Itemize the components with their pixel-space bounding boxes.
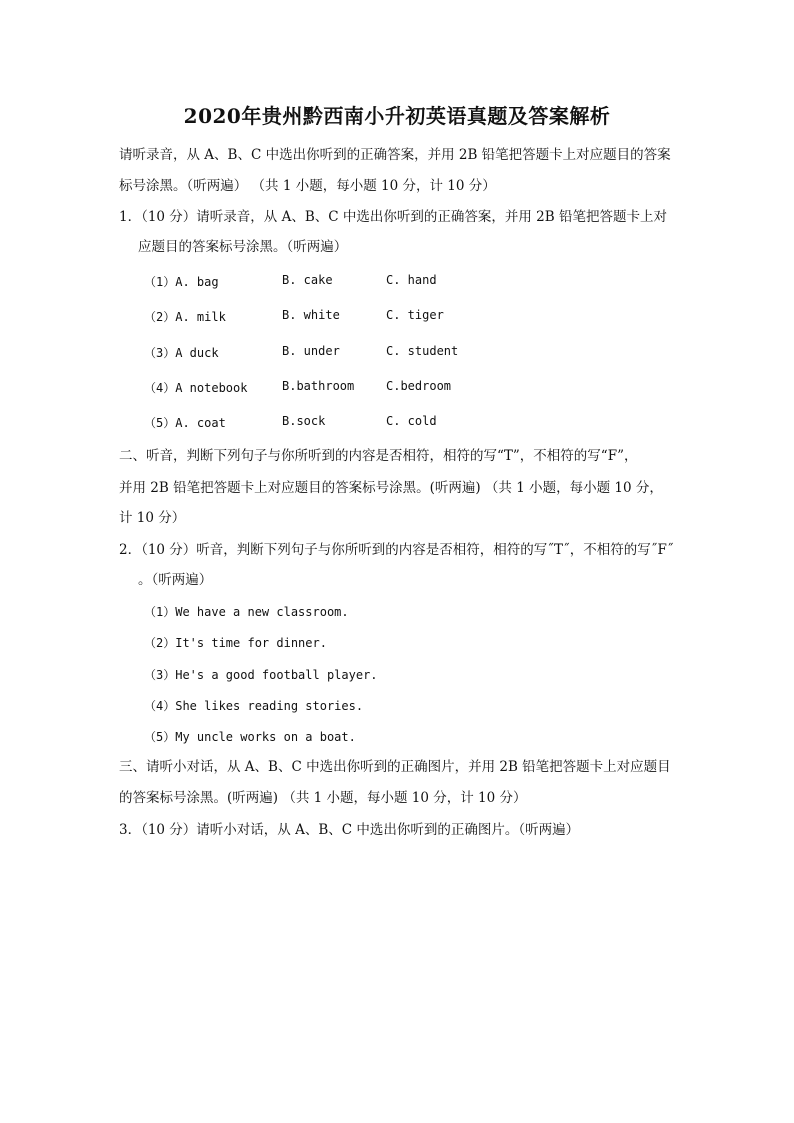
option-row — [144, 273, 644, 291]
option-b: B.bathroom — [282, 379, 355, 393]
option-row — [144, 308, 644, 326]
option-a: （4）A notebook — [144, 381, 248, 395]
option-a: （2）A. milk — [144, 310, 226, 324]
statement-item: （5）My uncle works on a boat. — [144, 730, 356, 744]
option-c: C.bedroom — [386, 379, 452, 393]
option-row — [144, 414, 644, 432]
option-b: B.sock — [282, 414, 326, 428]
option-row — [144, 379, 644, 397]
statement-item: （2）It's time for dinner. — [144, 636, 327, 650]
option-a: （5）A. coat — [144, 416, 226, 430]
option-row — [144, 344, 644, 362]
option-b: B. under — [282, 344, 340, 358]
section-2-heading: 二、听音，判断下列句子与你所听到的内容是否相符，相符的写“T”，不相符的写“F”， — [119, 448, 638, 464]
option-c: C. cold — [386, 414, 437, 428]
intro-line: 标号涂黑。（听两遍） （共 1 小题，每小题 10 分，计 10 分） — [119, 178, 496, 194]
section-2-heading: 并用 2B 铅笔把答题卡上对应题目的答案标号涂黑。(听两遍) （共 1 小题，每小题 10 分， — [119, 480, 663, 496]
statement-item: （3）He's a good football player. — [144, 668, 378, 682]
statement-item: （4）She likes reading stories. — [144, 699, 364, 713]
option-c: C. tiger — [386, 308, 444, 322]
intro-line: 请听录音，从 A、B、C 中选出你听到的正确答案，并用 2B 铅笔把答题卡上对应题目的答案 — [119, 147, 671, 163]
statement-item: （1）We have a new classroom. — [144, 605, 349, 619]
document-title: 2020年贵州黔西南小升初英语真题及答案解析 — [183, 104, 611, 128]
question-3-text: 3．（10 分）请听小对话，从 A、B、C 中选出你听到的正确图片。（听两遍） — [119, 822, 580, 838]
option-a: （3）A duck — [144, 346, 219, 360]
option-c: C. student — [386, 344, 459, 358]
option-c: C. hand — [386, 273, 437, 287]
question-1-text: 应题目的答案标号涂黑。（听两遍） — [138, 239, 348, 255]
option-b: B. cake — [282, 273, 333, 287]
question-2-text: 。（听两遍） — [138, 572, 213, 588]
question-1-text: 1．（10 分）请听录音，从 A、B、C 中选出你听到的正确答案，并用 2B 铅笔把答题卡上对 — [119, 209, 667, 225]
option-a: （1）A. bag — [144, 275, 219, 289]
question-2-text: 2．（10 分）听音，判断下列句子与你所听到的内容是否相符，相符的写˝T˝，不相符的写˝F˝ — [119, 542, 674, 558]
option-b: B. white — [282, 308, 340, 322]
section-2-heading: 计 10 分） — [119, 510, 186, 526]
section-3-heading: 的答案标号涂黑。(听两遍) （共 1 小题，每小题 10 分，计 10 分） — [119, 790, 527, 806]
section-3-heading: 三、请听小对话，从 A、B、C 中选出你听到的正确图片，并用 2B 铅笔把答题卡上对应题目 — [119, 759, 671, 775]
